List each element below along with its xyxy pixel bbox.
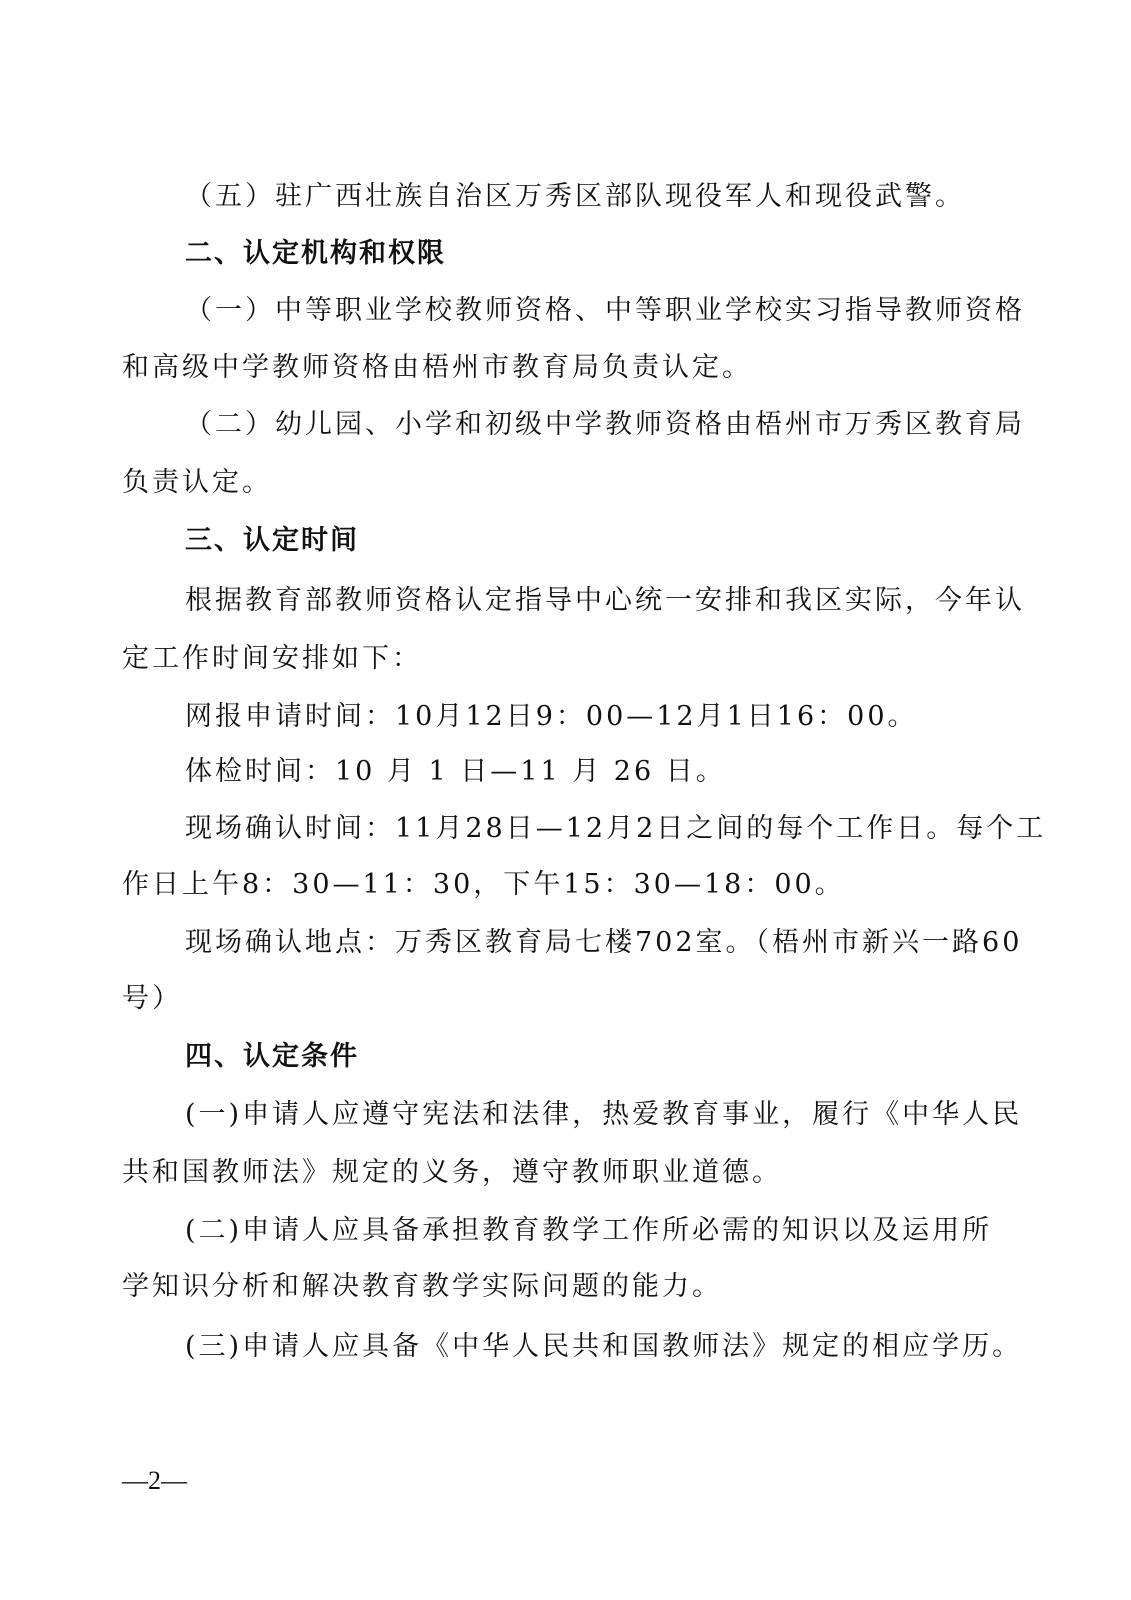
paragraph-line: 作日上午8：30—11：30，下午15：30—18：00。 xyxy=(122,869,845,900)
paragraph-line: 和高级中学教师资格由梧州市教育局负责认定。 xyxy=(122,352,752,383)
paragraph-line: 现场确认地点：万秀区教育局七楼702室。（梧州市新兴一路60 xyxy=(185,927,1023,958)
page-number: —2— xyxy=(122,1466,187,1495)
paragraph-line: (三)申请人应具备《中华人民共和国教师法》规定的相应学历。 xyxy=(185,1331,1023,1362)
paragraph-line: （五）驻广西壮族自治区万秀区部队现役军人和现役武警。 xyxy=(185,181,965,212)
paragraph-line: 共和国教师法》规定的义务，遵守教师职业道德。 xyxy=(122,1157,782,1188)
paragraph-line: 现场确认时间：11月28日—12月2日之间的每个工作日。每个工 xyxy=(185,813,1047,844)
paragraph-line: 定工作时间安排如下： xyxy=(122,643,422,674)
section-heading: 二、认定机构和权限 xyxy=(185,238,446,269)
paragraph-line: (二)申请人应具备承担教育教学工作所必需的知识以及运用所 xyxy=(185,1215,993,1246)
paragraph-line: 网报申请时间：10月12日9：00—12月1日16：00。 xyxy=(185,701,918,732)
paragraph-line: （一）中等职业学校教师资格、中等职业学校实习指导教师资格 xyxy=(185,295,1025,326)
paragraph-line: 根据教育部教师资格认定指导中心统一安排和我区实际，今年认 xyxy=(185,585,1025,616)
paragraph-line: 体检时间：10 月 1 日—11 月 26 日。 xyxy=(185,756,726,787)
paragraph-line: (一)申请人应遵守宪法和法律，热爱教育事业，履行《中华人民 xyxy=(185,1099,1023,1130)
paragraph-line: 学知识分析和解决教育教学实际问题的能力。 xyxy=(122,1271,722,1302)
paragraph-line: （二）幼儿园、小学和初级中学教师资格由梧州市万秀区教育局 xyxy=(185,409,1025,440)
paragraph-line: 号） xyxy=(122,983,182,1014)
paragraph-line: 负责认定。 xyxy=(122,467,272,498)
section-heading: 四、认定条件 xyxy=(185,1041,359,1072)
section-heading: 三、认定时间 xyxy=(185,525,359,556)
